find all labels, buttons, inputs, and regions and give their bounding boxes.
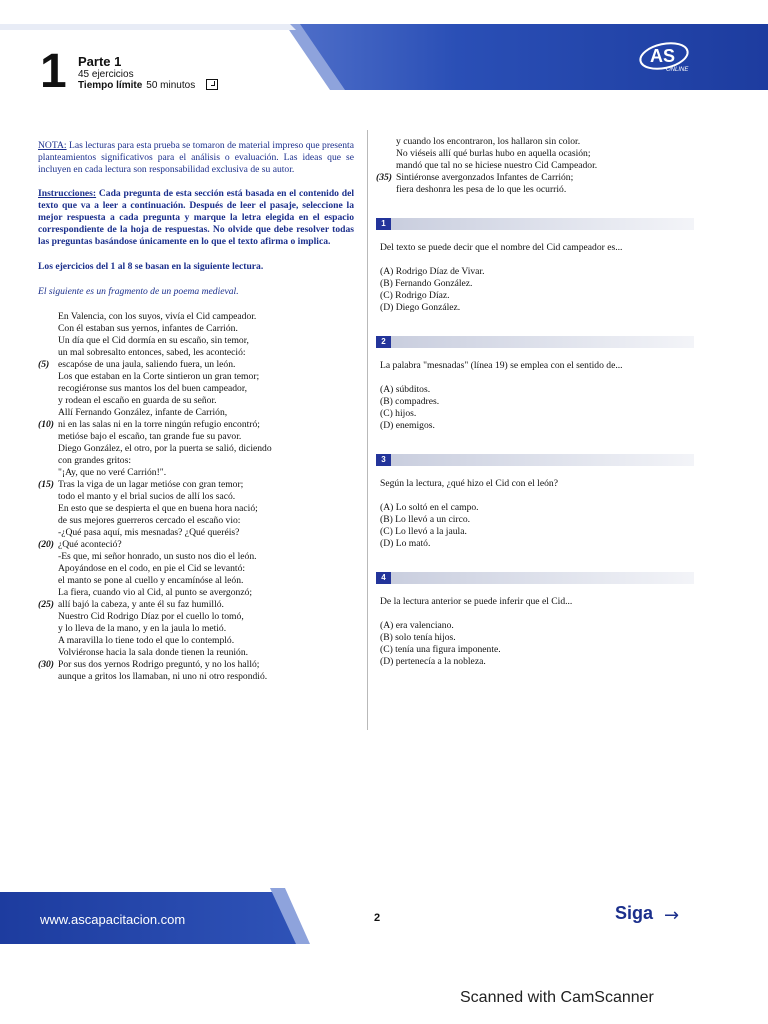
line-number: (20) [38,539,54,550]
poem-line-text: Sintiéronse avergonzados Infantes de Carrión; [396,172,574,183]
answer-options [380,384,698,432]
poem-line-text: "¡Ay, que no veré Carrión!". [58,467,167,478]
poem-line [38,611,354,623]
answer-option: (C) hijos. [380,408,417,419]
poem-line-text: de sus mejores guerreros cercado el escaño vio: [58,515,241,526]
poem-line [38,371,354,383]
poem-line [38,455,354,467]
poem-line-text: Tras la viga de un lagar metióse con gran temor; [58,479,244,490]
poem-line [38,599,354,611]
poem-line-text: y rodean el escaño en guarda de su señor. [58,395,217,406]
poem-line [38,347,354,359]
part-title: Parte 1 [78,54,122,69]
poem-line [38,539,354,551]
question-header-bar [376,218,694,230]
poem-line-text: Con él estaban sus yernos, infantes de Carrión. [58,323,238,334]
line-number: (25) [38,599,54,610]
poem-line-text: ni en las salas ni en la torre ningún refugio encontró; [58,419,260,430]
poem-line [380,184,698,196]
poem-line [380,160,698,172]
poem-line [38,635,354,647]
poem-line-text: y cuando los encontraron, los hallaron sin color. [396,136,581,147]
answer-option: (A) Lo soltó en el campo. [380,502,479,513]
left-column [38,140,354,683]
poem-line [38,527,354,539]
poem-line [38,335,354,347]
question-block [380,218,698,314]
poem-line-text: metióse bajo el escaño, tan grande fue su pavor. [58,431,242,442]
poem-line-text: En Valencia, con los suyos, vivía el Cid campeador. [58,311,257,322]
poem-line-text: A maravilla lo tiene todo el que lo contempló. [58,635,235,646]
poem-line-text: recogiéronse sus mantos los del buen campeador, [58,383,248,394]
question-block [380,572,698,668]
poem-line [38,575,354,587]
poem-line [38,359,354,371]
poem-line [38,323,354,335]
answer-option: (C) Lo llevó a la jaula. [380,526,467,537]
poem-line-text: escapóse de una jaula, saliendo fuera, un león. [58,359,236,370]
poem-line [38,407,354,419]
as-online-logo [630,36,700,78]
question-block [380,336,698,432]
poem-line-text: Volviéronse hacia la sala donde tienen la reunión. [58,647,249,658]
question-text: Del texto se puede decir que el nombre del Cid campeador es... [380,242,623,253]
line-number: (15) [38,479,54,490]
poem-line-text: aunque a gritos los llamaban, ni uno ni otro respondió. [58,671,268,682]
note-label: NOTA: [38,140,67,151]
page-number: 2 [374,912,381,924]
poem-line [38,383,354,395]
question-header-bar [376,454,694,466]
answer-option: (D) enemigos. [380,420,435,431]
answer-option: (D) Diego González. [380,302,461,313]
poem-passage [38,311,354,683]
time-limit-label: Tiempo límite [78,80,143,91]
poem-line-text: un mal sobresalto entonces, sabed, les aconteció: [58,347,246,358]
poem-line [38,467,354,479]
poem-line-text: Allí Fernando González, infante de Carrión, [58,407,228,418]
poem-line-text: ¿Qué aconteció? [58,539,122,550]
question-header-bar [376,336,694,348]
passage-intro: El siguiente es un fragmento de un poema medieval. [38,286,239,297]
poem-line [38,491,354,503]
poem-line [38,419,354,431]
poem-line [38,647,354,659]
question-number-badge: 4 [376,572,391,584]
poem-line-text: La fiera, cuando vio al Cid, al punto se avergonzó; [58,587,253,598]
questions-list [380,218,698,668]
poem-line-text: el manto se pone al cuello y encamínóse al león. [58,575,244,586]
poem-line [38,395,354,407]
poem-line [38,479,354,491]
question-text: Según la lectura, ¿qué hizo el Cid con el león? [380,478,558,489]
poem-line-text: No viéseis allí qué burlas hubo en aquella ocasión; [396,148,591,159]
time-limit [78,80,195,91]
poem-line-text: con grandes gritos: [58,455,132,466]
line-number: (30) [38,659,54,670]
exercises-range: Los ejercicios del 1 al 8 se basan en la siguiente lectura. [38,261,264,272]
question-number-badge: 2 [376,336,391,348]
poem-line-text: Nuestro Cid Rodrigo Díaz por el cuello lo tomó, [58,611,244,622]
answer-option: (B) compadres. [380,396,440,407]
poem-line-text: Un día que el Cid dormía en su escaño, sin temor, [58,335,249,346]
poem-line [38,515,354,527]
answer-option: (A) súbditos. [380,384,431,395]
poem-line [38,311,354,323]
poem-line [38,431,354,443]
poem-line-text: Los que estaban en la Corte sintieron un gran temor; [58,371,260,382]
poem-line-text: mandó que tal no se hiciese nuestro Cid Campeador. [396,160,598,171]
logo-text: AS [650,46,676,66]
poem-line [380,136,698,148]
section-number: 1 [40,45,67,98]
question-number-badge: 1 [376,218,391,230]
continue-label: Siga [615,903,654,923]
poem-line [38,671,354,683]
note-paragraph [38,140,354,176]
answer-option: (D) Lo mató. [380,538,431,549]
line-number: (35) [376,172,392,183]
instructions-label: Instrucciones: [38,188,97,199]
exercise-count: 45 ejercicios [78,69,134,80]
column-divider [367,130,368,730]
time-limit-value: 50 minutos [146,80,196,91]
poem-line-text: todo el manto y el brial sucios de allí los sacó. [58,491,236,502]
poem-line-text: Apoyándose en el codo, en pie el Cid se levantó: [58,563,246,574]
answer-option: (B) Fernando González. [380,278,473,289]
answer-options [380,266,698,314]
note-text: Las lecturas para esta prueba se tomaron de material impreso que presenta planteamientos significativos para el análisis o evaluación. Las ideas que se incluyen en cada lectura son responsabilidad exclusiva de su autor. [38,140,354,175]
poem-continuation [376,136,698,196]
answer-option: (A) Rodrigo Díaz de Vivar. [380,266,485,277]
answer-option: (A) era valenciano. [380,620,454,631]
instructions-text: Cada pregunta de esta sección está basada en el contenido del texto que va a leer a continuación. Después de leer el pasaje, seleccione la mejor respuesta a cada pregunta y marque la letra elegida en el espacio correspondiente de la hoja de respuestas. No olvide que debe resolver todas las preguntas basándose únicamente en lo que el texto afirma o implica. [38,188,354,247]
clock-icon [206,79,218,90]
poem-line-text: Diego González, el otro, por la puerta se salió, diciendo [58,443,272,454]
poem-line [38,551,354,563]
poem-line [38,563,354,575]
answer-option: (B) solo tenía hijos. [380,632,456,643]
right-column [376,136,698,668]
answer-options [380,620,698,668]
scanner-watermark: Scanned with CamScanner [460,989,654,1006]
answer-option: (C) Rodrigo Díaz. [380,290,450,301]
poem-line [380,148,698,160]
poem-line [38,623,354,635]
answer-options [380,502,698,550]
poem-line-text: En esto que se despierta el que en buena hora nació; [58,503,258,514]
line-number: (5) [38,359,50,370]
answer-option: (C) tenía una figura imponente. [380,644,501,655]
question-text: De la lectura anterior se puede inferir que el Cid... [380,596,573,607]
instructions-paragraph [38,188,354,248]
poem-line [38,587,354,599]
poem-line [38,659,354,671]
poem-line-text: -Es que, mi señor honrado, un susto nos dio el león. [58,551,257,562]
website-link[interactable]: www.ascapacitacion.com [40,912,186,927]
poem-line-text: Por sus dos yernos Rodrigo preguntó, y no los halló; [58,659,260,670]
question-text: La palabra "mesnadas" (línea 19) se emplea con el sentido de... [380,360,623,371]
question-header-bar [376,572,694,584]
answer-option: (D) pertenecía a la nobleza. [380,656,486,667]
poem-line-text: fiera deshonra les pesa de lo que les ocurrió. [396,184,567,195]
poem-line-text: -¿Qué pasa aquí, mis mesnadas? ¿Qué queréis? [58,527,240,538]
poem-line-text: allí bajó la cabeza, y ante él su faz humilló. [58,599,224,610]
question-block [380,454,698,550]
line-number: (10) [38,419,54,430]
poem-line [38,503,354,515]
logo-subtext: ONLINE [666,67,689,73]
poem-line [376,172,698,184]
question-number-badge: 3 [376,454,391,466]
poem-line-text: y lo lleva de la mano, y en la jaula lo metió. [58,623,227,634]
arrow-right-icon: → [664,905,680,926]
poem-line [38,443,354,455]
answer-option: (B) Lo llevó a un circo. [380,514,471,525]
